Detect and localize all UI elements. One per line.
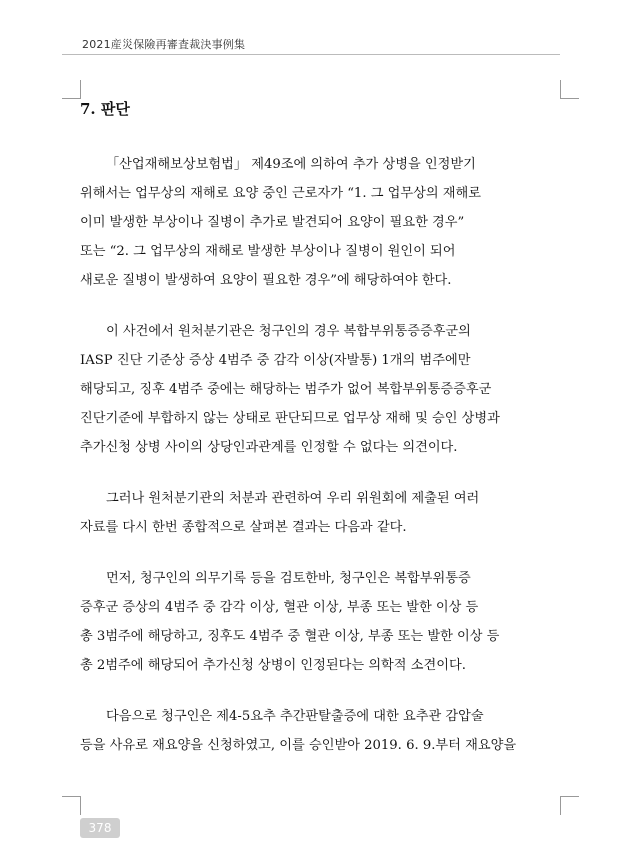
paragraph-1 bbox=[80, 150, 560, 295]
section-title: 7. 판단 bbox=[80, 100, 130, 118]
paragraph-2 bbox=[80, 317, 560, 462]
text-line: 새로운 질병이 발생하여 요양이 필요한 경우”에 해당하여야 한다. bbox=[80, 273, 452, 288]
text-line: 이미 발생한 부상이나 질병이 추가로 발견되어 요양이 필요한 경우” bbox=[80, 215, 465, 230]
text-line: 자료를 다시 한번 종합적으로 살펴본 결과는 다음과 같다. bbox=[80, 520, 407, 535]
text-line: 이 사건에서 원처분기관은 청구인의 경우 복합부위통증증후군의 bbox=[106, 324, 471, 339]
crop-mark-top-right bbox=[560, 80, 579, 99]
crop-mark-top-left bbox=[62, 80, 81, 99]
text-line: 또는 “2. 그 업무상의 재해로 발생한 부상이나 질병이 원인이 되어 bbox=[80, 244, 456, 259]
text-line: 해당되고, 징후 4범주 중에는 해당하는 범주가 없어 복합부위통증증후군 bbox=[80, 382, 492, 397]
paragraph-4 bbox=[80, 564, 560, 680]
text-line: 그러나 원처분기관의 처분과 관련하여 우리 위원회에 제출된 여러 bbox=[106, 491, 480, 506]
crop-mark-bottom-right bbox=[560, 796, 579, 815]
page-number-badge: 378 bbox=[80, 818, 120, 838]
crop-mark-bottom-left bbox=[62, 796, 81, 815]
paragraph-5 bbox=[80, 702, 560, 760]
paragraph-3 bbox=[80, 484, 560, 542]
running-header: 2021産災保險再審査裁決事例集 bbox=[82, 38, 246, 51]
text-line: 먼저, 청구인의 의무기록 등을 검토한바, 청구인은 복합부위통증 bbox=[106, 571, 471, 586]
text-line: 증후군 증상의 4범주 중 감각 이상, 혈관 이상, 부종 또는 발한 이상 등 bbox=[80, 600, 479, 615]
text-line: 다음으로 청구인은 제4-5요추 추간판탈출증에 대한 요추관 감압술 bbox=[106, 709, 484, 724]
text-line: 총 3범주에 해당하고, 징후도 4범주 중 혈관 이상, 부종 또는 발한 이상 등 bbox=[80, 629, 500, 644]
text-line: 「산업재해보상보험법」 제49조에 의하여 추가 상병을 인정받기 bbox=[106, 157, 476, 172]
text-line: IASP 진단 기준상 증상 4범주 중 감각 이상(자발통) 1개의 범주에만 bbox=[80, 353, 471, 368]
header-rule bbox=[62, 54, 560, 55]
text-line: 추가신청 상병 사이의 상당인과관계를 인정할 수 없다는 의견이다. bbox=[80, 440, 458, 455]
text-line: 총 2범주에 해당되어 추가신청 상병이 인정된다는 의학적 소견이다. bbox=[80, 658, 466, 673]
text-line: 등을 사유로 재요양을 신청하였고, 이를 승인받아 2019. 6. 9.부터 재요양을 bbox=[80, 738, 517, 753]
body-text bbox=[80, 150, 560, 782]
text-line: 위해서는 업무상의 재해로 요양 중인 근로자가 “1. 그 업무상의 재해로 bbox=[80, 186, 482, 201]
text-line: 진단기준에 부합하지 않는 상태로 판단되므로 업무상 재해 및 승인 상병과 bbox=[80, 411, 500, 426]
